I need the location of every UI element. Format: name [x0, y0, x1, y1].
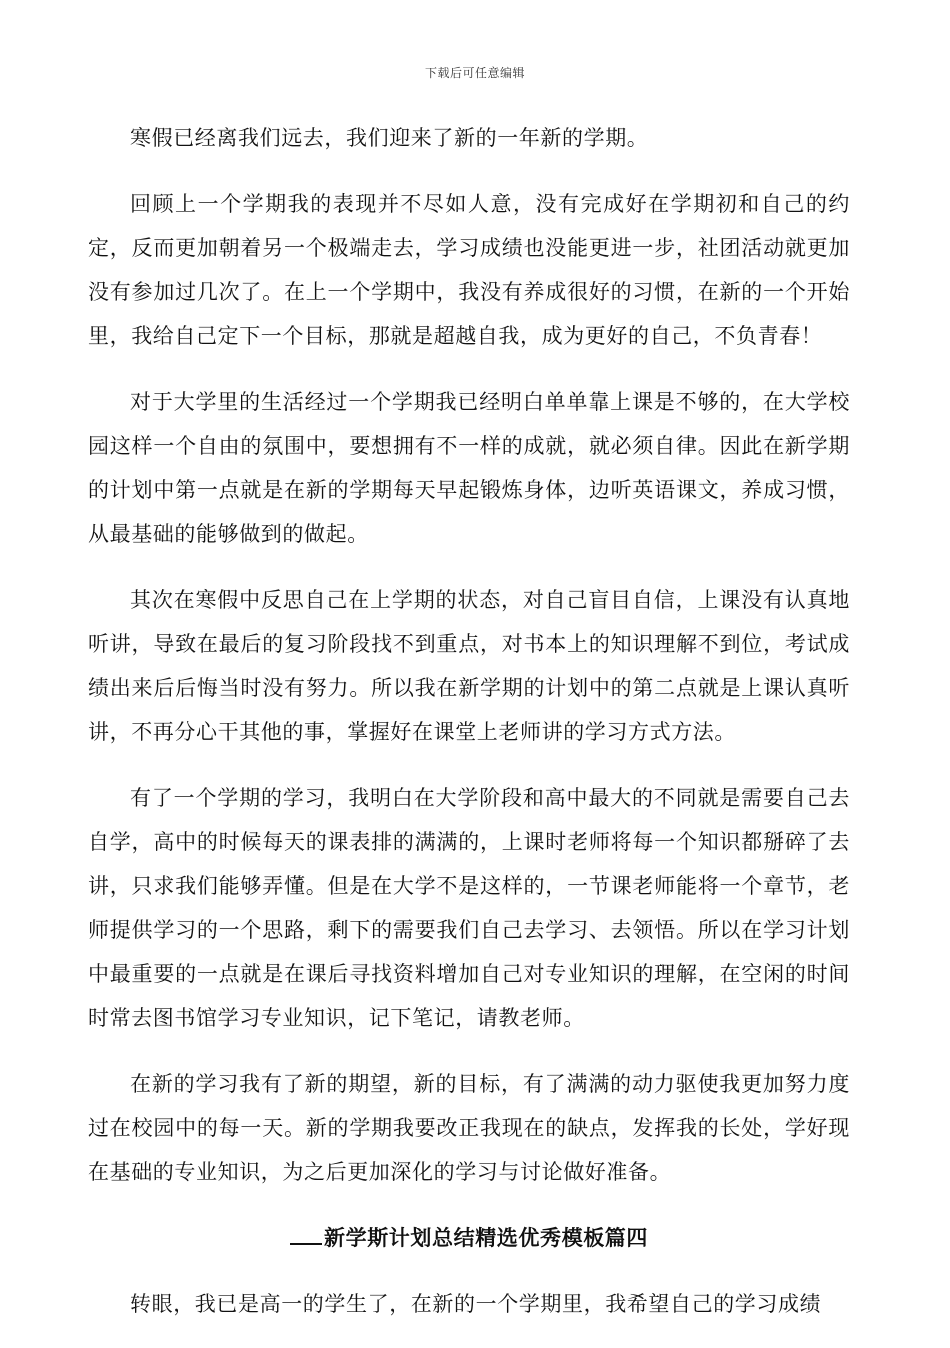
- paragraph: 转眼，我已是高一的学生了，在新的一个学期里，我希望自己的学习成绩: [130, 1292, 822, 1316]
- page-header: 下载后可任意编辑: [424, 66, 525, 80]
- document-body: [88, 116, 850, 1348]
- paragraph: 其次在寒假中反思自己在上学期的状态，对自己盲目自信，上课没有认真地听讲，导致在最后的复习阶段找不到重点，对书本上的知识理解不到位，考试成绩出来后后悔当时没有努力。所以我在新学期的计划中的第二点就是上课认真听讲，不再分心干其他的事，掌握好在课堂上老师讲的学习方式方法。: [88, 588, 850, 744]
- paragraph: 对于大学里的生活经过一个学期我已经明白单单靠上课是不够的，在大学校园这样一个自由的氛围中，要想拥有不一样的成就，就必须自律。因此在新学期的计划中第一点就是在新的学期每天早起锻炼身体，边听英语课文，养成习惯，从最基础的能够做到的做起。: [88, 390, 850, 546]
- section-heading: [88, 1216, 850, 1260]
- paragraph: 回顾上一个学期我的表现并不尽如人意，没有完成好在学期初和自己的约定，反而更加朝着另一个极端走去，学习成绩也没能更进一步，社团活动就更加没有参加过几次了。在上一个学期中，我没有养成很好的习惯，在新的一个开始里，我给自己定下一个目标，那就是超越自我，成为更好的自己，不负青春！: [88, 192, 850, 348]
- paragraph: 寒假已经离我们远去，我们迎来了新的一年新的学期。: [130, 126, 649, 150]
- blank-underline: [290, 1223, 322, 1245]
- paragraph: 在新的学习我有了新的期望，新的目标，有了满满的动力驱使我更加努力度过在校园中的每一天。新的学期我要改正我现在的缺点，发挥我的长处，学好现在基础的专业知识，为之后更加深化的学习与讨论做好准备。: [88, 1072, 850, 1184]
- section-heading-text: 新学斯计划总结精选优秀模板篇四: [324, 1225, 648, 1250]
- paragraph: 有了一个学期的学习，我明白在大学阶段和高中最大的不同就是需要自己去自学，高中的时候每天的课表排的满满的，上课时老师将每一个知识都掰碎了去讲，只求我们能够弄懂。但是在大学不是这样的，一节课老师能将一个章节，老师提供学习的一个思路，剩下的需要我们自己去学习、去领悟。所以在学习计划中最重要的一点就是在课后寻找资料增加自己对专业知识的理解，在空闲的时间时常去图书馆学习专业知识，记下笔记，请教老师。: [88, 786, 850, 1030]
